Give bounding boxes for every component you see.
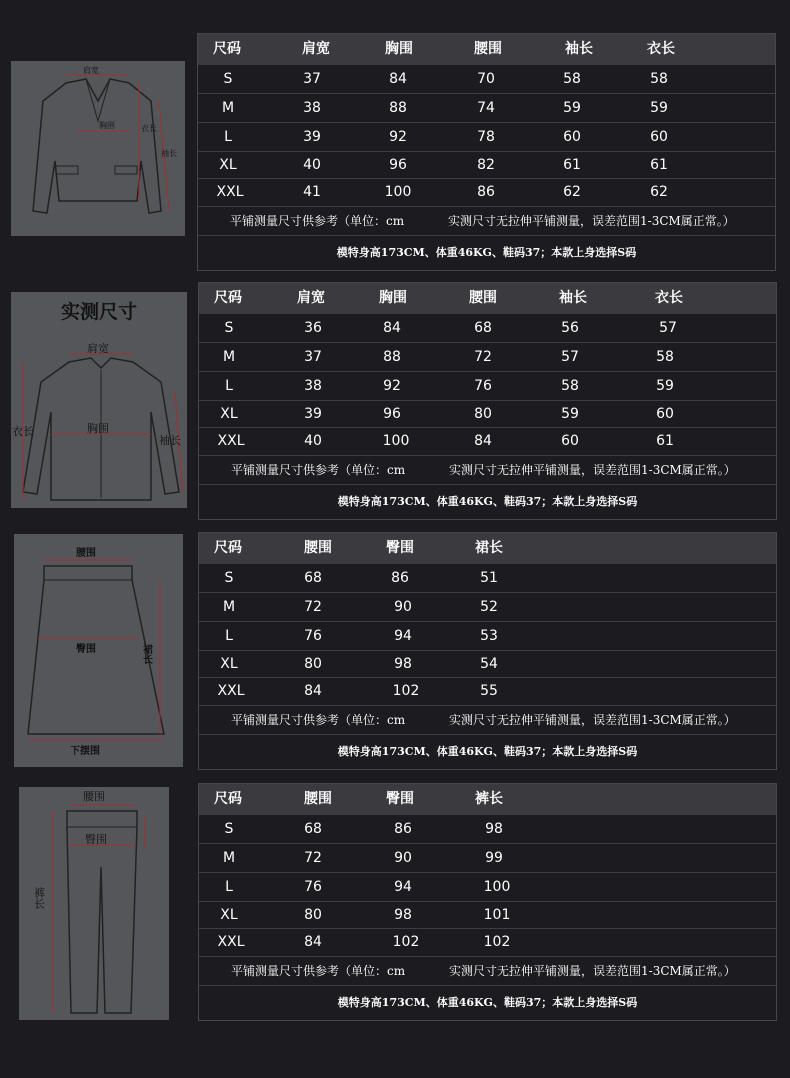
cell-value: 40 bbox=[303, 157, 321, 173]
note-right: 实测尺寸无拉伸平铺测量，误差范围1-3CM属正常。） bbox=[449, 713, 736, 727]
cell-value: 76 bbox=[304, 628, 322, 644]
table-row bbox=[199, 593, 776, 622]
cell-size: XL bbox=[220, 406, 238, 422]
skirt-diagram bbox=[14, 534, 183, 767]
cell-value: 54 bbox=[480, 656, 498, 672]
cell-value: 98 bbox=[485, 821, 503, 837]
diagram-label: 衣长 bbox=[141, 124, 157, 133]
cell-value: 92 bbox=[389, 129, 407, 145]
table-row bbox=[199, 651, 776, 678]
table-row bbox=[199, 564, 776, 593]
cell-value: 80 bbox=[304, 907, 322, 923]
cell-size: XL bbox=[220, 656, 238, 672]
column-header: 袖长 bbox=[559, 290, 587, 306]
table-row bbox=[199, 873, 776, 902]
diagram-label: 胸围 bbox=[87, 422, 109, 435]
cell-size: L bbox=[225, 378, 233, 394]
note-left: 平铺测量尺寸供参考（单位：cm bbox=[231, 713, 406, 727]
cell-value: 80 bbox=[474, 406, 492, 422]
table-row bbox=[199, 372, 776, 401]
diagram-label: 腰围 bbox=[76, 548, 96, 559]
cell-size: S bbox=[224, 821, 234, 837]
column-header: 衣长 bbox=[647, 41, 675, 57]
cell-value: 84 bbox=[474, 433, 492, 449]
cell-value: 98 bbox=[394, 656, 412, 672]
column-header: 尺码 bbox=[213, 41, 241, 57]
cell-value: 62 bbox=[563, 184, 581, 200]
cell-value: 59 bbox=[656, 378, 674, 394]
cell-value: 92 bbox=[383, 378, 401, 394]
cell-value: 57 bbox=[659, 320, 677, 336]
table-row bbox=[199, 401, 776, 428]
column-header: 肩宽 bbox=[297, 290, 325, 306]
table-row bbox=[198, 179, 775, 207]
cell-value: 60 bbox=[650, 129, 668, 145]
cell-size: M bbox=[221, 100, 235, 116]
column-header: 裙长 bbox=[475, 540, 503, 556]
table-row bbox=[199, 428, 776, 456]
table-row bbox=[199, 314, 776, 343]
cell-size: M bbox=[222, 599, 236, 615]
cell-value: 100 bbox=[382, 433, 410, 449]
column-header: 胸围 bbox=[385, 41, 413, 57]
cell-value: 86 bbox=[477, 184, 495, 200]
cell-value: 37 bbox=[303, 71, 321, 87]
cell-value: 102 bbox=[392, 934, 420, 950]
cell-value: 96 bbox=[389, 157, 407, 173]
model-info: 模特身高173CM、体重46KG、鞋码37；本款上身选择S码 bbox=[337, 745, 638, 758]
measurement-note bbox=[198, 207, 775, 236]
cell-value: 51 bbox=[480, 570, 498, 586]
measurement-note bbox=[199, 706, 776, 735]
trousers-outline-icon bbox=[19, 787, 169, 1020]
cell-value: 61 bbox=[650, 157, 668, 173]
note-right: 实测尺寸无拉伸平铺测量，误差范围1-3CM属正常。） bbox=[449, 463, 736, 477]
cell-value: 80 bbox=[304, 656, 322, 672]
cell-value: 57 bbox=[561, 349, 579, 365]
cell-value: 68 bbox=[304, 570, 322, 586]
note-left: 平铺测量尺寸供参考（单位：cm bbox=[231, 964, 406, 978]
cell-value: 58 bbox=[650, 71, 668, 87]
table-row bbox=[198, 152, 775, 179]
cell-value: 88 bbox=[383, 349, 401, 365]
table-row bbox=[199, 622, 776, 651]
diagram-label: 袖长 bbox=[159, 434, 181, 447]
cell-value: 96 bbox=[383, 406, 401, 422]
note-right: 实测尺寸无拉伸平铺测量，误差范围1-3CM属正常。） bbox=[449, 964, 736, 978]
trousers-diagram bbox=[19, 787, 169, 1020]
cell-value: 60 bbox=[561, 433, 579, 449]
diagram-label: 裙长 bbox=[140, 644, 152, 664]
diagram-label: 肩宽 bbox=[83, 66, 99, 75]
size-table-shirt bbox=[198, 282, 777, 520]
table-row bbox=[199, 844, 776, 873]
cell-size: L bbox=[225, 628, 233, 644]
cell-value: 58 bbox=[563, 71, 581, 87]
cell-value: 62 bbox=[650, 184, 668, 200]
cell-size: L bbox=[225, 879, 233, 895]
table-row bbox=[199, 902, 776, 929]
size-table-jacket bbox=[197, 33, 776, 271]
cell-value: 61 bbox=[656, 433, 674, 449]
column-header: 臀围 bbox=[386, 540, 414, 556]
diagram-label: 胸围 bbox=[99, 121, 115, 130]
cell-value: 38 bbox=[304, 378, 322, 394]
diagram-label: 下摆围 bbox=[70, 746, 100, 757]
table-header bbox=[199, 784, 776, 815]
diagram-label: 袖长 bbox=[161, 149, 177, 158]
diagram-label: 肩宽 bbox=[87, 342, 109, 355]
cell-value: 41 bbox=[303, 184, 321, 200]
jacket-diagram bbox=[11, 61, 185, 236]
column-header: 尺码 bbox=[214, 540, 242, 556]
cell-value: 102 bbox=[392, 683, 420, 699]
cell-value: 82 bbox=[477, 157, 495, 173]
size-table-skirt bbox=[198, 532, 777, 770]
cell-value: 84 bbox=[304, 934, 322, 950]
column-header: 衣长 bbox=[655, 290, 683, 306]
diagram-label: 衣长 bbox=[12, 425, 34, 438]
shirt-outline-icon bbox=[11, 292, 187, 508]
diagram-label: 腰围 bbox=[83, 790, 105, 803]
jacket-outline-icon bbox=[11, 61, 185, 236]
cell-value: 39 bbox=[304, 406, 322, 422]
cell-value: 88 bbox=[389, 100, 407, 116]
cell-value: 53 bbox=[480, 628, 498, 644]
cell-value: 72 bbox=[304, 850, 322, 866]
diagram-label: 裤长 bbox=[32, 887, 46, 909]
cell-value: 72 bbox=[474, 349, 492, 365]
model-info: 模特身高173CM、体重46KG、鞋码37；本款上身选择S码 bbox=[336, 246, 637, 259]
column-header: 腰围 bbox=[474, 41, 502, 57]
column-header: 腰围 bbox=[304, 791, 332, 807]
cell-size: M bbox=[222, 850, 236, 866]
cell-value: 100 bbox=[483, 879, 511, 895]
cell-value: 61 bbox=[563, 157, 581, 173]
cell-value: 60 bbox=[656, 406, 674, 422]
cell-value: 76 bbox=[474, 378, 492, 394]
cell-value: 72 bbox=[304, 599, 322, 615]
diagram-title: 实测尺寸 bbox=[60, 301, 138, 323]
cell-value: 74 bbox=[477, 100, 495, 116]
cell-size: S bbox=[224, 570, 234, 586]
cell-value: 94 bbox=[394, 628, 412, 644]
cell-value: 90 bbox=[394, 599, 412, 615]
cell-size: XXL bbox=[217, 433, 245, 449]
cell-value: 60 bbox=[563, 129, 581, 145]
measurement-note bbox=[199, 456, 776, 485]
column-header: 尺码 bbox=[214, 791, 242, 807]
cell-size: M bbox=[222, 349, 236, 365]
cell-value: 40 bbox=[304, 433, 322, 449]
cell-size: XL bbox=[219, 157, 237, 173]
diagram-label: 臀围 bbox=[76, 644, 96, 655]
cell-value: 37 bbox=[304, 349, 322, 365]
model-info: 模特身高173CM、体重46KG、鞋码37；本款上身选择S码 bbox=[337, 495, 638, 508]
diagram-label: 臀围 bbox=[85, 833, 107, 846]
cell-value: 68 bbox=[304, 821, 322, 837]
cell-value: 101 bbox=[483, 907, 511, 923]
note-right: 实测尺寸无拉伸平铺测量，误差范围1-3CM属正常。） bbox=[448, 214, 735, 228]
cell-size: XXL bbox=[217, 934, 245, 950]
cell-size: L bbox=[224, 129, 232, 145]
cell-value: 36 bbox=[304, 320, 322, 336]
shirt-diagram bbox=[11, 292, 187, 508]
cell-value: 84 bbox=[383, 320, 401, 336]
cell-value: 78 bbox=[477, 129, 495, 145]
cell-size: XXL bbox=[216, 184, 244, 200]
table-header bbox=[198, 34, 775, 65]
size-table-trousers bbox=[198, 783, 777, 1021]
cell-value: 98 bbox=[394, 907, 412, 923]
cell-value: 94 bbox=[394, 879, 412, 895]
cell-value: 59 bbox=[650, 100, 668, 116]
cell-value: 76 bbox=[304, 879, 322, 895]
cell-value: 55 bbox=[480, 683, 498, 699]
cell-value: 39 bbox=[303, 129, 321, 145]
column-header: 裤长 bbox=[475, 791, 503, 807]
cell-value: 84 bbox=[304, 683, 322, 699]
cell-value: 70 bbox=[477, 71, 495, 87]
cell-value: 59 bbox=[561, 406, 579, 422]
cell-value: 86 bbox=[391, 570, 409, 586]
column-header: 胸围 bbox=[379, 290, 407, 306]
table-row bbox=[199, 678, 776, 706]
column-header: 腰围 bbox=[304, 540, 332, 556]
table-row bbox=[198, 65, 775, 94]
table-header bbox=[199, 283, 776, 314]
note-left: 平铺测量尺寸供参考（单位：cm bbox=[231, 463, 406, 477]
table-row bbox=[198, 123, 775, 152]
table-header bbox=[199, 533, 776, 564]
table-row bbox=[199, 343, 776, 372]
column-header: 肩宽 bbox=[302, 41, 330, 57]
cell-value: 59 bbox=[563, 100, 581, 116]
cell-value: 86 bbox=[394, 821, 412, 837]
measurement-note bbox=[199, 957, 776, 986]
cell-value: 102 bbox=[483, 934, 511, 950]
table-row bbox=[199, 929, 776, 957]
cell-size: S bbox=[223, 71, 233, 87]
cell-value: 99 bbox=[485, 850, 503, 866]
column-header: 袖长 bbox=[565, 41, 593, 57]
column-header: 臀围 bbox=[386, 791, 414, 807]
cell-size: S bbox=[224, 320, 234, 336]
model-info: 模特身高173CM、体重46KG、鞋码37；本款上身选择S码 bbox=[337, 996, 638, 1009]
cell-value: 58 bbox=[656, 349, 674, 365]
table-row bbox=[198, 94, 775, 123]
skirt-outline-icon bbox=[14, 534, 183, 767]
cell-value: 58 bbox=[561, 378, 579, 394]
cell-value: 90 bbox=[394, 850, 412, 866]
cell-value: 52 bbox=[480, 599, 498, 615]
table-row bbox=[199, 815, 776, 844]
cell-size: XL bbox=[220, 907, 238, 923]
cell-size: XXL bbox=[217, 683, 245, 699]
cell-value: 68 bbox=[474, 320, 492, 336]
cell-value: 56 bbox=[561, 320, 579, 336]
cell-value: 100 bbox=[384, 184, 412, 200]
column-header: 尺码 bbox=[214, 290, 242, 306]
cell-value: 84 bbox=[389, 71, 407, 87]
cell-value: 38 bbox=[303, 100, 321, 116]
column-header: 腰围 bbox=[469, 290, 497, 306]
note-left: 平铺测量尺寸供参考（单位：cm bbox=[230, 214, 405, 228]
